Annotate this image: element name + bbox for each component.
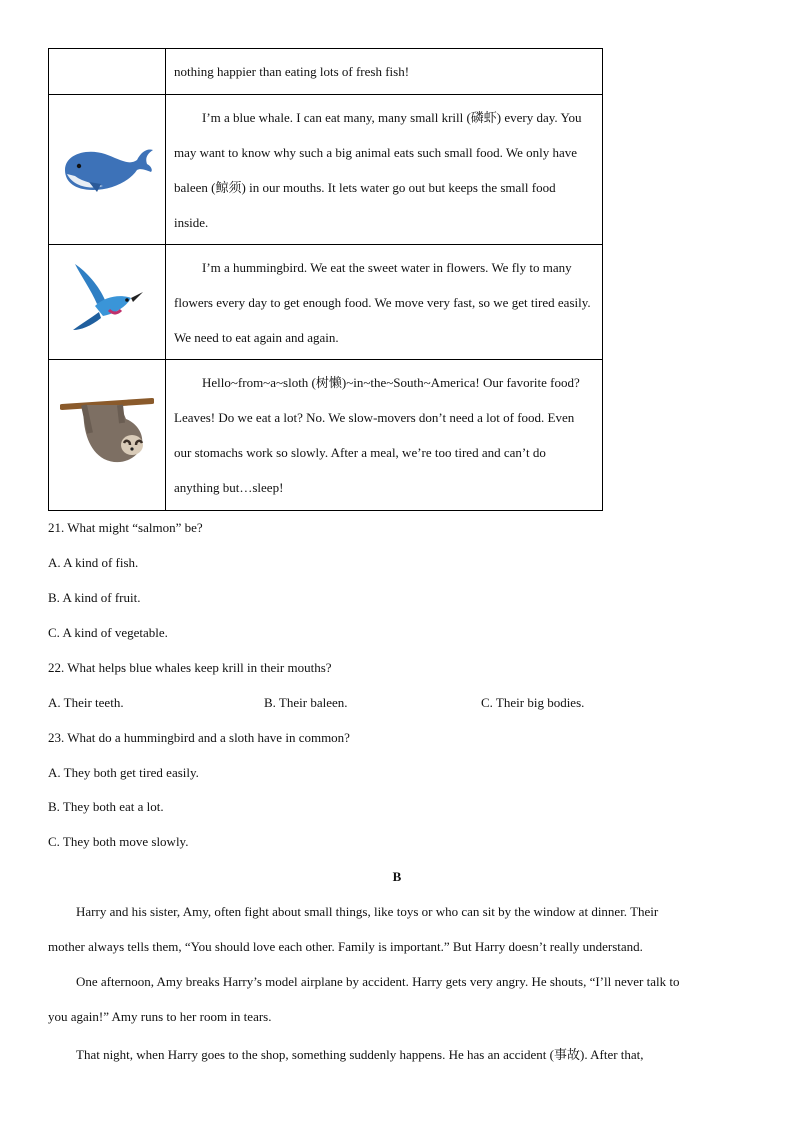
table-text-cell — [166, 245, 603, 360]
blue-whale-image — [49, 95, 166, 245]
row-text: I’m a blue whale. I can eat many, many small krill (磷虾) every day. You may want to know why such a big animal eats such small food. We only have baleen (鲸须) in our mouths. It lets water go out but keeps the small food inside. — [174, 109, 582, 230]
paragraph-line — [48, 1044, 738, 1063]
paragraph-line: you again!” Amy runs to her room in tears. — [48, 1009, 272, 1024]
option-23-b: B. They both eat a lot. — [48, 799, 164, 814]
question-22: 22. What helps blue whales keep krill in their mouths? — [48, 660, 332, 675]
paragraph-text: Harry and his sister, Amy, often fight about small things, like toys or who can sit by the window at dinner. Their — [76, 904, 659, 919]
row-text: I’m a hummingbird. We eat the sweet water in flowers. We fly to many flowers every day to get enough food. We move very fast, so we get tired easily. We need to eat again and again. — [174, 259, 591, 345]
hummingbird-image — [49, 245, 166, 360]
empty-image-cell — [49, 49, 166, 95]
paragraph-line: mother always tells them, “You should love each other. Family is important.” But Harry doesn’t really understand. — [48, 939, 643, 954]
question-21: 21. What might “salmon” be? — [48, 520, 203, 535]
blue-whale-icon — [59, 140, 155, 196]
animal-table — [48, 48, 603, 511]
option-22-b: B. Their baleen. — [264, 695, 348, 710]
table-row — [49, 95, 603, 245]
section-b-heading: B — [392, 869, 402, 884]
paragraph-line — [48, 974, 738, 990]
table-text-cell — [166, 95, 603, 245]
option-21-b: B. A kind of fruit. — [48, 590, 141, 605]
paragraph-text: That night, when Harry goes to the shop, something suddenly happens. He has an accident (事故). After that, — [76, 1047, 644, 1062]
table-row — [49, 245, 603, 360]
option-22-a: A. Their teeth. — [48, 695, 124, 710]
option-21-a: A. A kind of fish. — [48, 555, 139, 570]
option-21-c: C. A kind of vegetable. — [48, 625, 168, 640]
table-text-cell — [166, 360, 603, 511]
row-text: nothing happier than eating lots of fresh fish! — [174, 64, 410, 79]
paragraph-text: One afternoon, Amy breaks Harry’s model airplane by accident. Harry gets very angry. He shouts, “I’ll never talk to — [76, 974, 680, 989]
question-23: 23. What do a hummingbird and a sloth have in common? — [48, 730, 350, 745]
option-23-c: C. They both move slowly. — [48, 834, 189, 849]
option-23-a: A. They both get tired easily. — [48, 765, 199, 780]
paragraph-line — [48, 904, 738, 920]
row-text: Hello~from~a~sloth (树懒)~in~the~South~America! Our favorite food? Leaves! Do we eat a lot? No. We slow-movers don’t need a lot of food. Even our stomachs work so slowly. After a meal, we’re too tired and can’t do anything but…sleep! — [174, 375, 580, 495]
table-text-cell — [166, 49, 603, 95]
sloth-icon — [60, 393, 154, 473]
table-row — [49, 360, 603, 511]
option-22-c: C. Their big bodies. — [481, 695, 585, 710]
sloth-image — [49, 360, 166, 511]
hummingbird-icon — [69, 260, 145, 340]
table-row — [49, 49, 603, 95]
